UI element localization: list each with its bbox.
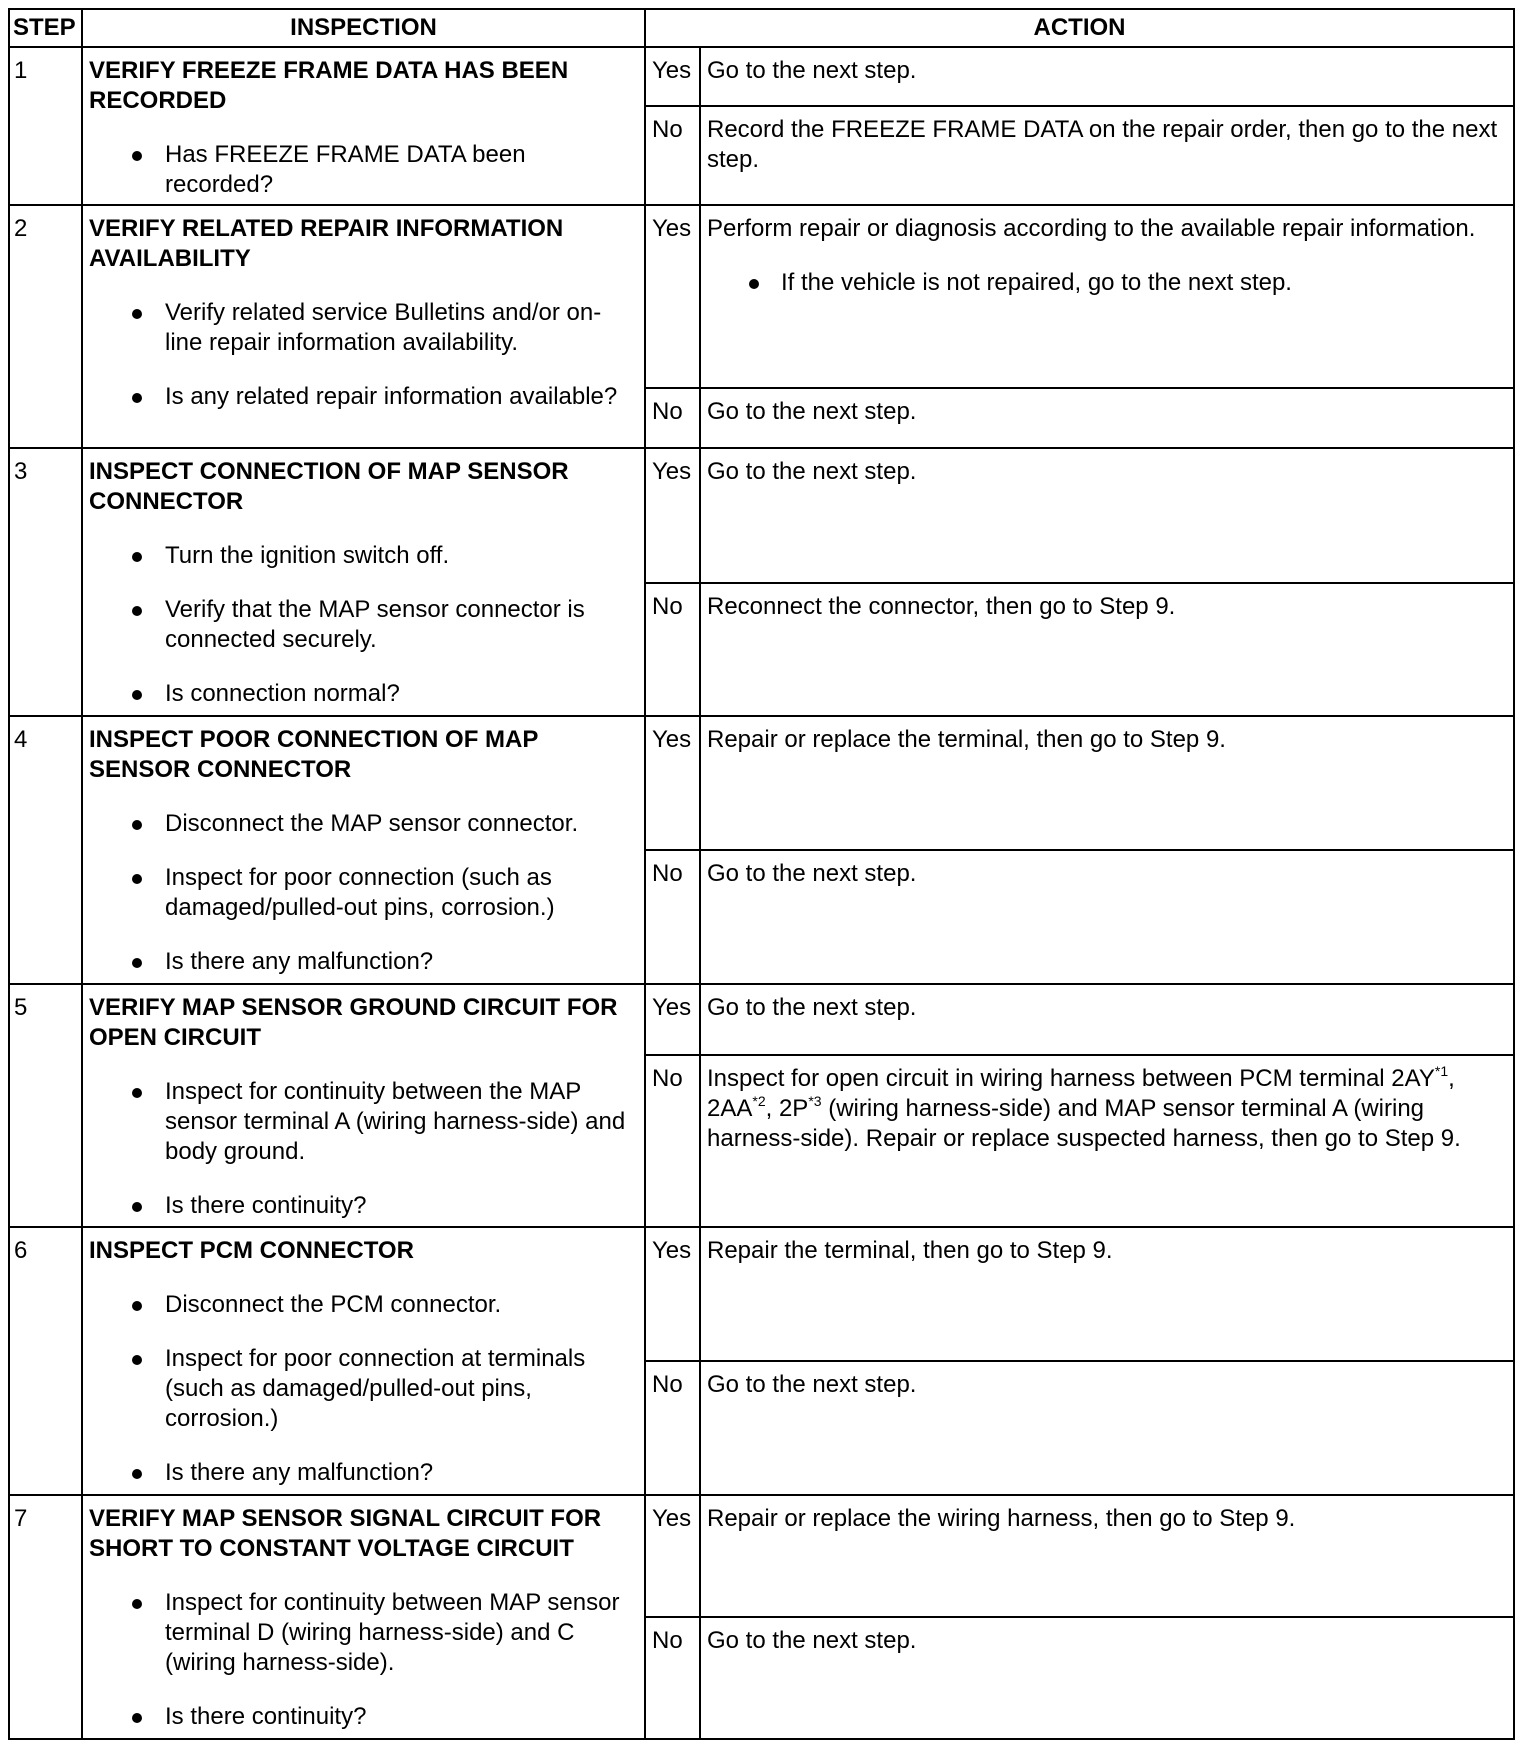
step-2-yes-row <box>9 205 1514 388</box>
check-item: Disconnect the MAP sensor connector. <box>89 809 634 839</box>
yes-action <box>700 205 1514 388</box>
check-item: Inspect for continuity between the MAP sensor terminal A (wiring harness-side) and body ground. <box>89 1077 634 1167</box>
no-action-text: , 2AA <box>707 1065 1455 1122</box>
check-item: Is there any malfunction? <box>89 947 634 977</box>
check-list <box>89 1290 634 1488</box>
step-column-header: STEP <box>9 9 82 47</box>
no-label: No <box>645 388 700 448</box>
step-inspection <box>82 984 645 1227</box>
yes-action: Repair or replace the wiring harness, then go to Step 9. <box>700 1495 1514 1617</box>
action-check-item: If the vehicle is not repaired, go to the next step. <box>707 268 1503 298</box>
yes-label: Yes <box>645 448 700 583</box>
no-label: No <box>645 1617 700 1739</box>
step-number: 2 <box>9 205 82 448</box>
check-item: Is any related repair information available? <box>89 382 634 412</box>
inspection-column-header: INSPECTION <box>82 9 645 47</box>
check-item: Is there continuity? <box>89 1702 634 1732</box>
step-heading: INSPECT CONNECTION OF MAP SENSOR CONNECTOR <box>89 458 569 515</box>
step-6-yes-row <box>9 1227 1514 1361</box>
no-action-text: (wiring harness-side) and MAP sensor terminal A (wiring harness-side). Repair or replace suspected harness, then go to Step 9. <box>707 1095 1461 1152</box>
no-action-text: , 2P <box>765 1095 809 1122</box>
yes-label: Yes <box>645 716 700 850</box>
no-action: Go to the next step. <box>700 388 1514 448</box>
table-header-row <box>9 9 1514 47</box>
action-check-list <box>707 268 1503 298</box>
check-item: Is there continuity? <box>89 1191 634 1221</box>
check-item: Is connection normal? <box>89 679 634 709</box>
no-action: Go to the next step. <box>700 850 1514 984</box>
no-action: Reconnect the connector, then go to Step 9. <box>700 583 1514 716</box>
diagnostic-procedure-table <box>8 8 1515 1740</box>
no-label: No <box>645 106 700 205</box>
check-item: Turn the ignition switch off. <box>89 541 634 571</box>
step-number: 7 <box>9 1495 82 1739</box>
check-list <box>89 140 634 200</box>
no-action: Go to the next step. <box>700 1361 1514 1495</box>
step-number: 1 <box>9 47 82 205</box>
yes-action: Go to the next step. <box>700 47 1514 106</box>
yes-action: Go to the next step. <box>700 448 1514 583</box>
step-1-yes-row <box>9 47 1514 106</box>
step-inspection <box>82 1495 645 1739</box>
yes-label: Yes <box>645 984 700 1055</box>
yes-action: Repair or replace the terminal, then go to Step 9. <box>700 716 1514 850</box>
yes-label: Yes <box>645 47 700 106</box>
no-label: No <box>645 1055 700 1227</box>
yes-action: Go to the next step. <box>700 984 1514 1055</box>
check-item: Verify that the MAP sensor connector is connected securely. <box>89 595 634 655</box>
yes-label: Yes <box>645 1227 700 1361</box>
no-action: Record the FREEZE FRAME DATA on the repair order, then go to the next step. <box>700 106 1514 205</box>
check-item: Is there any malfunction? <box>89 1458 634 1488</box>
footnote-ref: *3 <box>808 1093 822 1109</box>
check-item: Disconnect the PCM connector. <box>89 1290 634 1320</box>
step-number: 4 <box>9 716 82 984</box>
footnote-ref: *2 <box>752 1093 766 1109</box>
step-heading: VERIFY FREEZE FRAME DATA HAS BEEN RECORDED <box>89 57 569 114</box>
action-column-header: ACTION <box>645 9 1514 47</box>
step-4-yes-row <box>9 716 1514 850</box>
check-item: Inspect for poor connection at terminals (such as damaged/pulled-out pins, corrosion.) <box>89 1344 634 1434</box>
step-number: 6 <box>9 1227 82 1495</box>
yes-label: Yes <box>645 1495 700 1617</box>
yes-action: Repair the terminal, then go to Step 9. <box>700 1227 1514 1361</box>
no-label: No <box>645 1361 700 1495</box>
step-inspection <box>82 205 645 448</box>
check-item: Verify related service Bulletins and/or on-line repair information availability. <box>89 298 634 358</box>
step-heading: VERIFY MAP SENSOR GROUND CIRCUIT FOR OPEN CIRCUIT <box>89 994 618 1051</box>
step-heading: VERIFY RELATED REPAIR INFORMATION AVAILABILITY <box>89 215 564 272</box>
no-action <box>700 1055 1514 1227</box>
step-number: 3 <box>9 448 82 716</box>
step-inspection <box>82 716 645 984</box>
step-number: 5 <box>9 984 82 1227</box>
check-list <box>89 1077 634 1221</box>
step-5-yes-row <box>9 984 1514 1055</box>
step-heading: INSPECT PCM CONNECTOR <box>89 1237 414 1264</box>
step-heading: INSPECT POOR CONNECTION OF MAP SENSOR CONNECTOR <box>89 726 538 783</box>
check-item: Inspect for continuity between MAP sensor terminal D (wiring harness-side) and C (wiring harness-side). <box>89 1588 634 1678</box>
footnote-ref: *1 <box>1434 1063 1449 1079</box>
step-3-yes-row <box>9 448 1514 583</box>
step-inspection <box>82 448 645 716</box>
step-inspection <box>82 1227 645 1495</box>
no-action-text: Inspect for open circuit in wiring harness between PCM terminal 2AY <box>707 1065 1435 1092</box>
check-list <box>89 1588 634 1732</box>
yes-action-text: Perform repair or diagnosis according to the available repair information. <box>707 215 1476 242</box>
step-7-yes-row <box>9 1495 1514 1617</box>
check-list <box>89 809 634 977</box>
no-label: No <box>645 583 700 716</box>
check-item: Inspect for poor connection (such as damaged/pulled-out pins, corrosion.) <box>89 863 634 923</box>
no-label: No <box>645 850 700 984</box>
yes-label: Yes <box>645 205 700 388</box>
step-inspection <box>82 47 645 205</box>
no-action: Go to the next step. <box>700 1617 1514 1739</box>
step-heading: VERIFY MAP SENSOR SIGNAL CIRCUIT FOR SHORT TO CONSTANT VOLTAGE CIRCUIT <box>89 1505 602 1562</box>
check-item: Has FREEZE FRAME DATA been recorded? <box>89 140 634 200</box>
check-list <box>89 298 634 412</box>
check-list <box>89 541 634 709</box>
